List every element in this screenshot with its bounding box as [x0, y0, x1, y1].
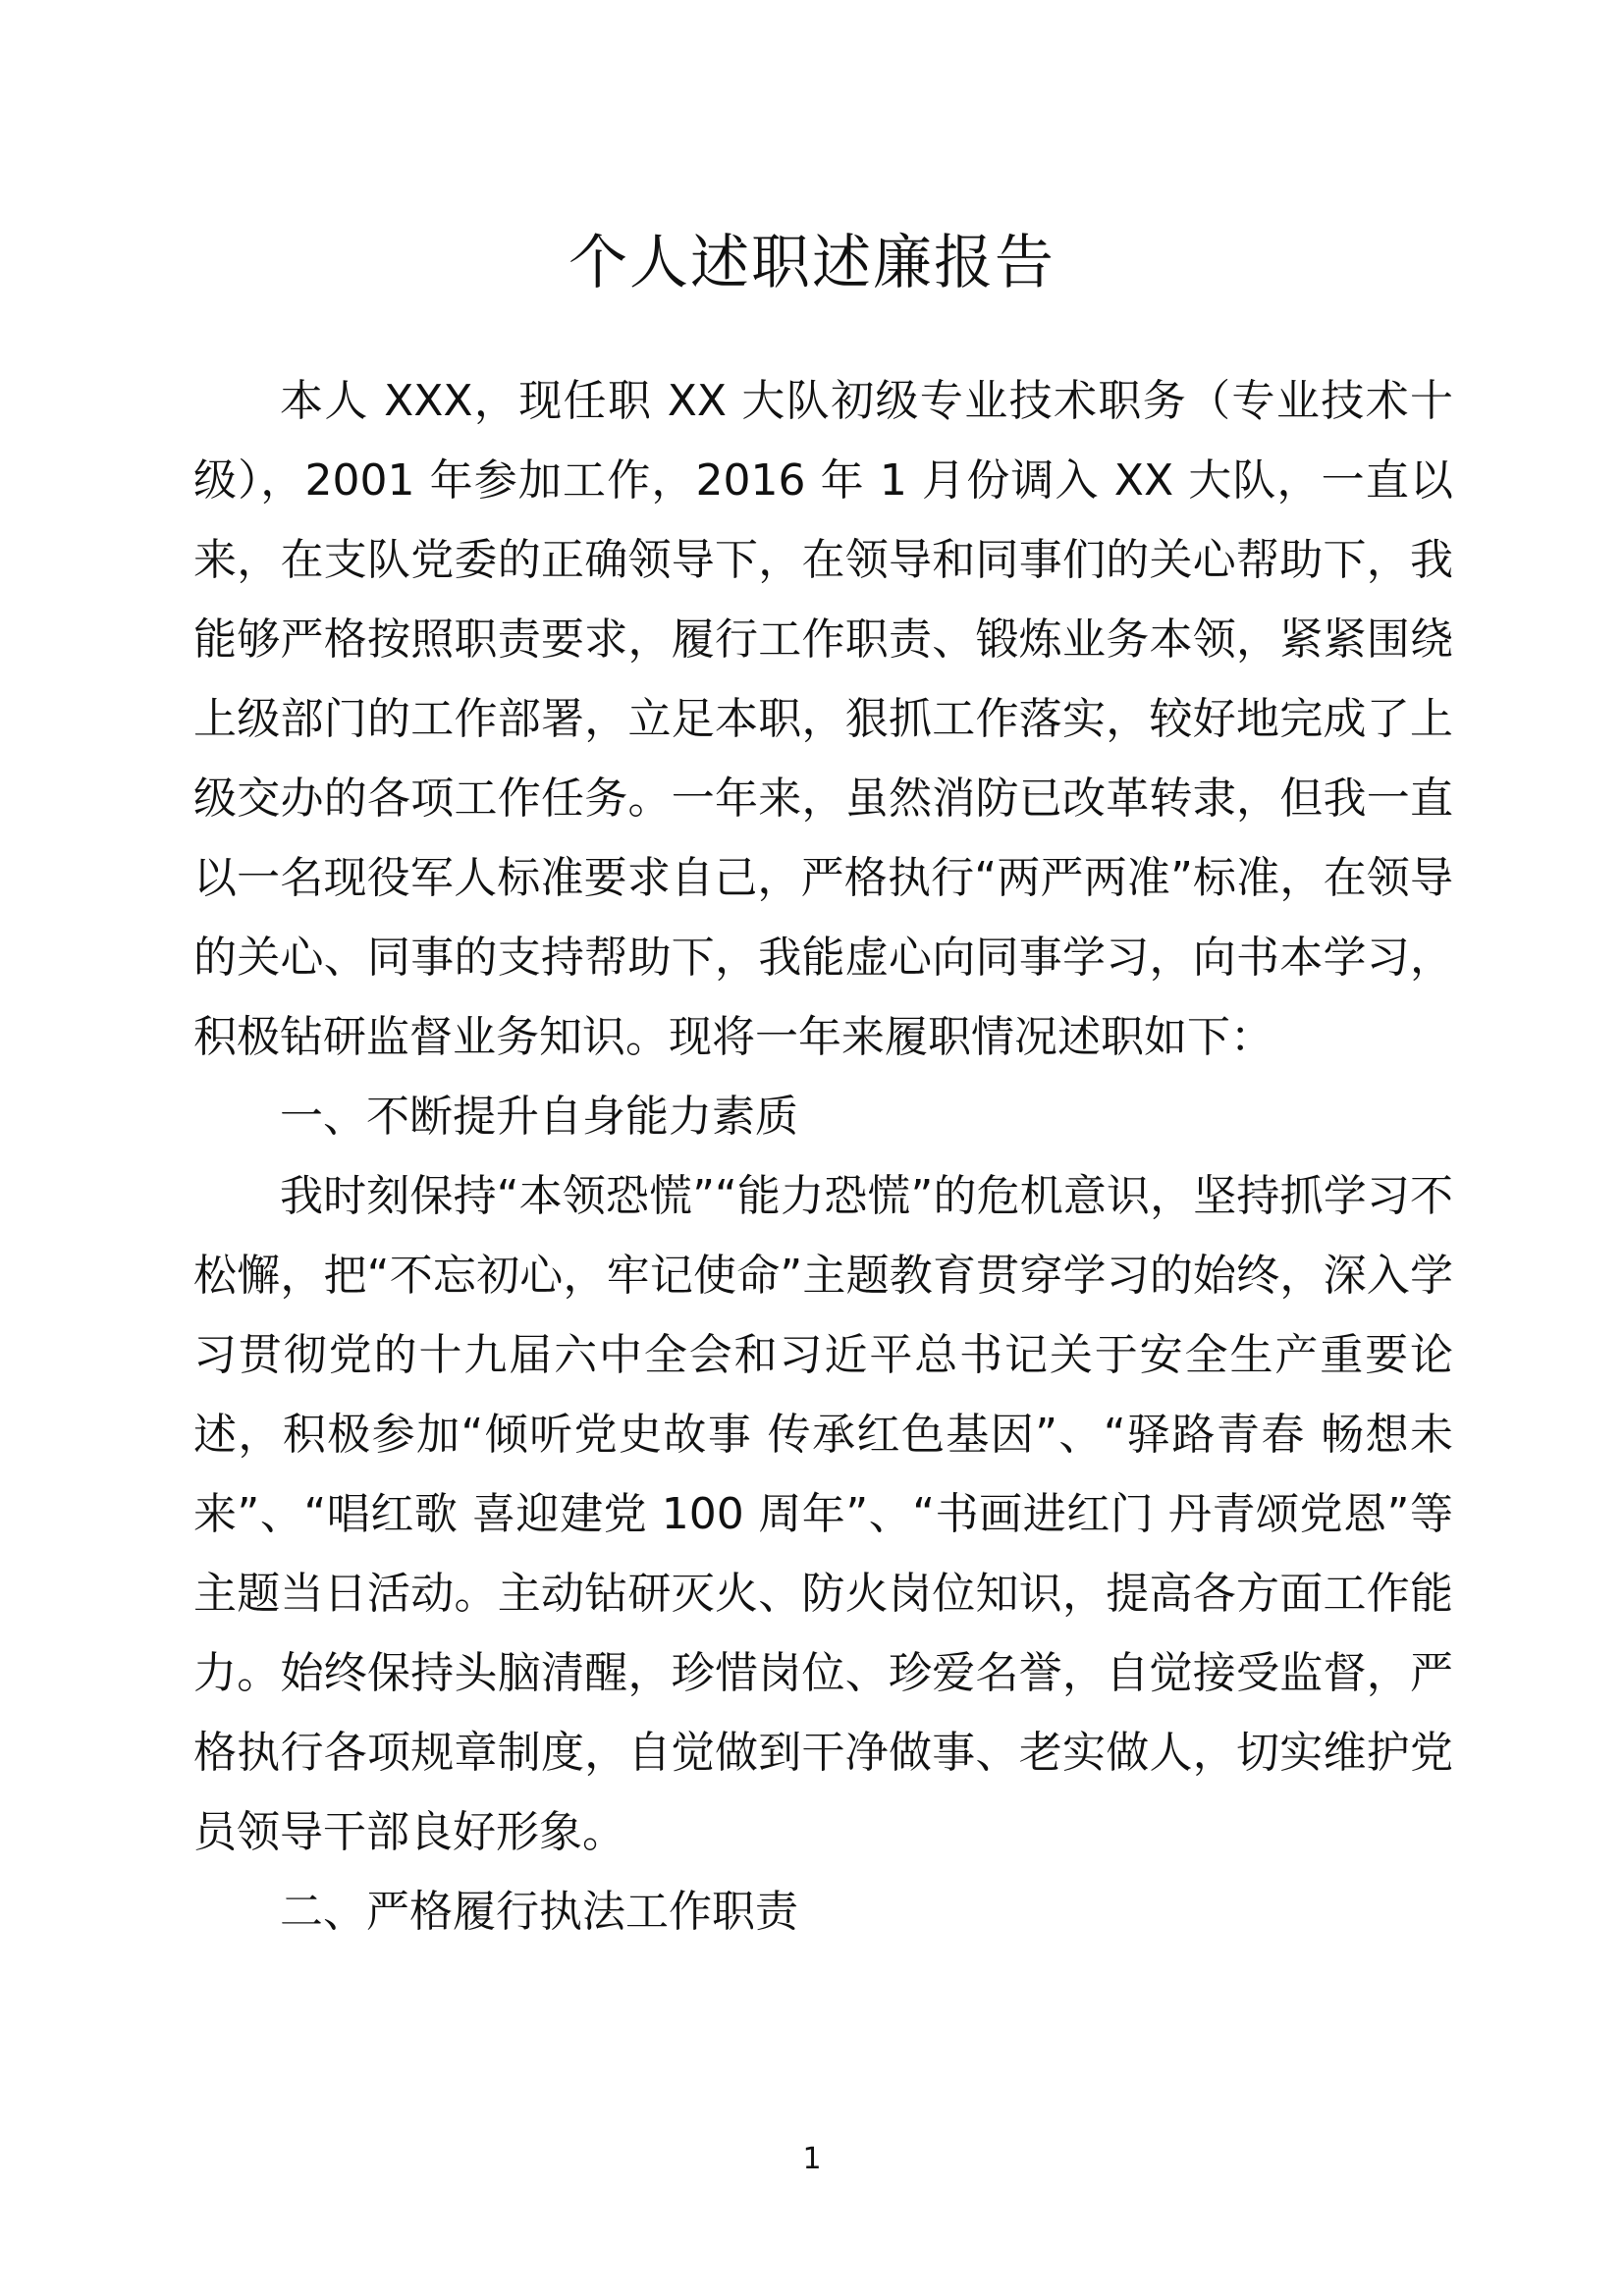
page-number: 1 — [802, 2142, 822, 2176]
intro-paragraph: 本人 XXX，现任职 XX 大队初级专业技术职务（专业技术十级），2001 年参加工作，2016 年 1 月份调入 XX 大队，一直以来，在支队党委的正确领导下，在领导和同事们的关心帮助下，我能够严格按照职责要求，履行工作职责、锻炼业务本领，紧紧围绕上级部门的工作部署，立足本职，狠抓工作落实，较好地完成了上级交办的各项工作任务。一年来，虽然消防已改革转隶，但我一直以一名现役军人标准要求自己，严格执行“两严两准”标准，在领导的关心、同事的支持帮助下，我能虚心向同事学习，向书本学习，积极钻研监督业务知识。现将一年来履职情况述职如下： — [193, 376, 1453, 1062]
document-body — [193, 361, 1453, 1951]
section-1-paragraph: 我时刻保持“本领恐慌”“能力恐慌”的危机意识，坚持抓学习不松懈，把“不忘初心，牢记使命”主题教育贯穿学习的始终，深入学习贯彻党的十九届六中全会和习近平总书记关于安全生产重要论述，积极参加“倾听党史故事 传承红色基因”、“驿路青春 畅想未来”、“唱红歌 喜迎建党 100 周年”、“书画进红门 丹青颂党恩”等主题当日活动。主动钻研灭火、防火岗位知识，提高各方面工作能力。始终保持头脑清醒，珍惜岗位、珍爱名誉，自觉接受监督，严格执行各项规章制度，自觉做到干净做事、老实做人，切实维护党员领导干部良好形象。 — [193, 1171, 1453, 1857]
document-title: 个人述职述廉报告 — [568, 229, 1056, 297]
section-heading-1: 一、不断提升自身能力素质 — [280, 1092, 798, 1142]
section-heading-2: 二、严格履行执法工作职责 — [280, 1887, 798, 1937]
